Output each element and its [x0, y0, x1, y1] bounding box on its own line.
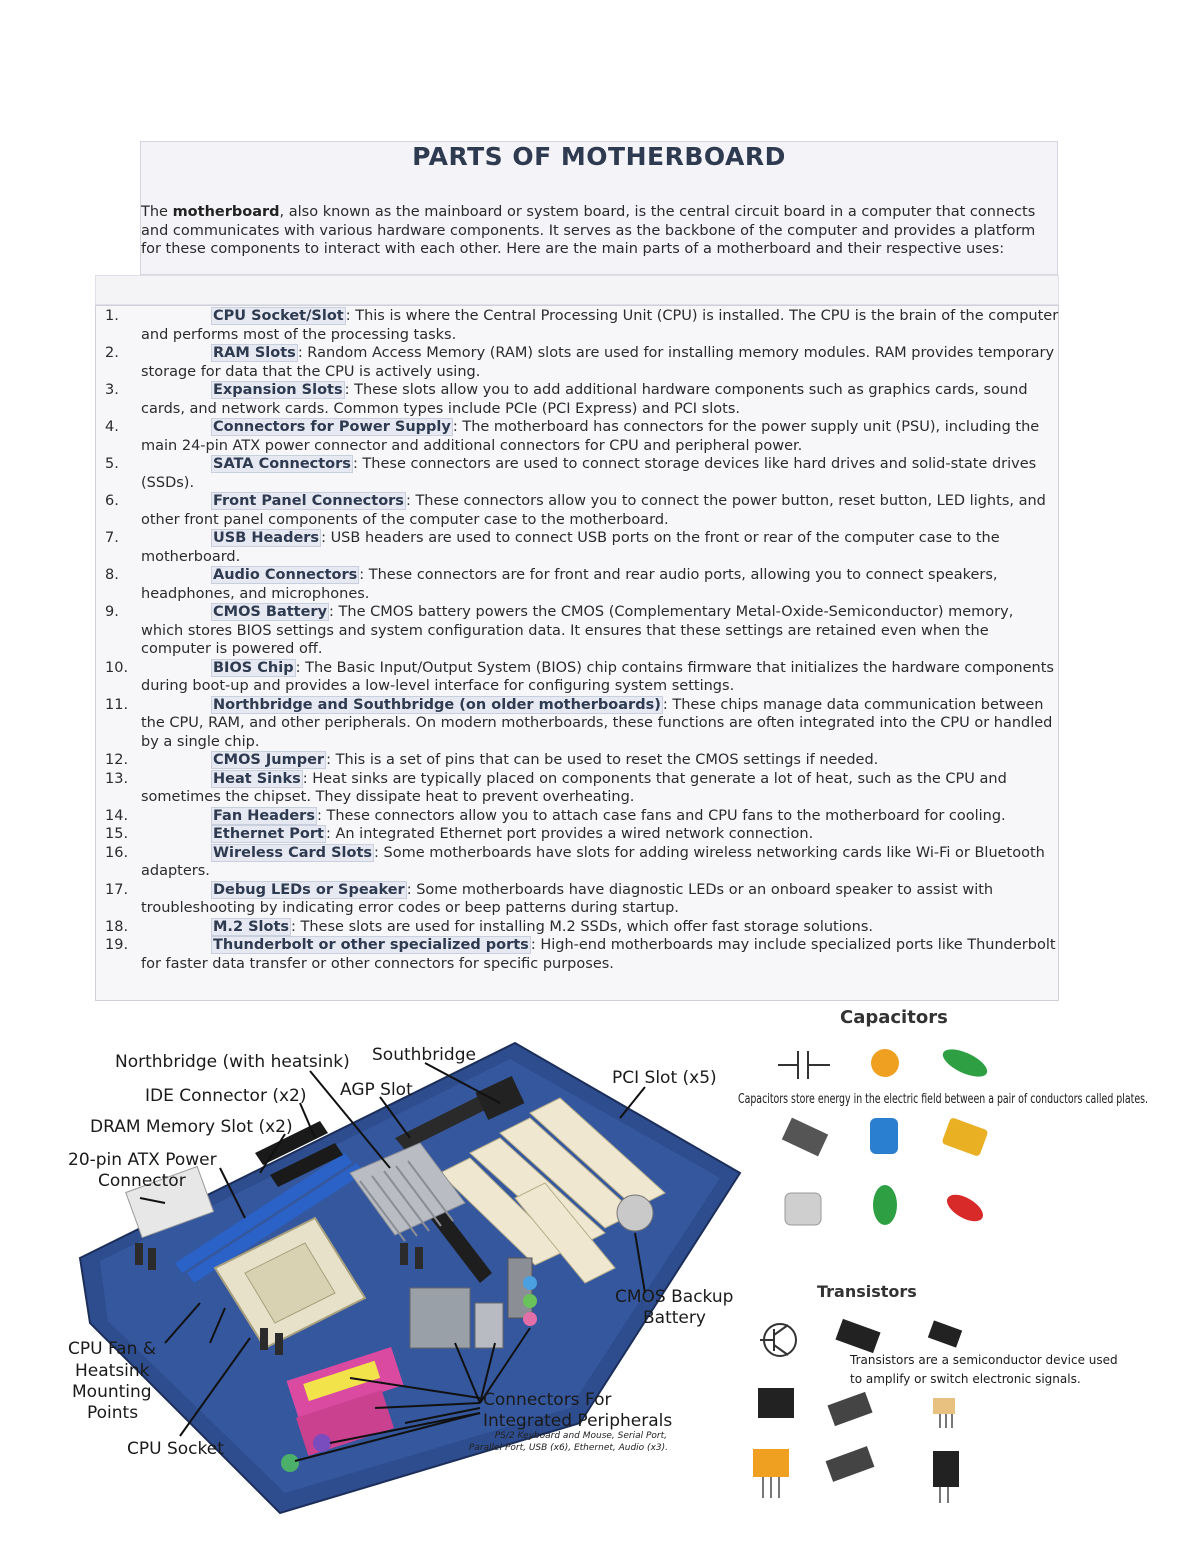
list-item-description: : These connectors are used to connect storage devices like hard drives and solid-state drives (SSDs). [141, 456, 1037, 491]
list-item-text [141, 603, 1059, 659]
smd-transistor-icon [835, 1319, 880, 1353]
smd-capacitor-icon [782, 1118, 828, 1157]
list-item-description: : These connectors are for front and rear audio ports, allowing you to connect speakers, headphones, and microphones. [141, 567, 998, 602]
list-item [95, 936, 1059, 973]
orange-transistor-icon [753, 1449, 789, 1477]
transistors-caption-2: to amplify or switch electronic signals. [850, 1372, 1081, 1386]
list-item [95, 381, 1059, 418]
list-item-number: 3. [105, 382, 119, 398]
list-item-description: : The CMOS battery powers the CMOS (Complementary Metal-Oxide-Semiconductor) memory, which stores BIOS settings and system configuration data. It ensures that these settings are retained even when the computer is powered off. [141, 604, 1014, 657]
list-item-description: : High-end motherboards may include specialized ports like Thunderbolt for faster data transfer or other connectors for specific purposes. [141, 937, 1056, 972]
label-fan-4: Points [87, 1403, 139, 1423]
label-atx-2: Connector [98, 1171, 186, 1191]
list-item-text [141, 307, 1059, 344]
list-item-term: SATA Connectors [213, 456, 351, 472]
list-item-description: : An integrated Ethernet port provides a wired network connection. [325, 826, 814, 842]
list-item [95, 529, 1059, 566]
label-connectors-note-1: PS/2 Keyboard and Mouse, Serial Port, [494, 1431, 667, 1441]
list-item-number: 19. [105, 937, 129, 953]
list-item-term: Fan Headers [213, 807, 315, 824]
dipped-capacitor-icon [873, 1185, 897, 1225]
intro-text: , also known as the mainboard or system board, is the central circuit board in a computer that connects and communicates with various hardware components. It serves as the backbone of the computer and provides a platform for these components to interact with each other. Here are the main parts of a motherboard and their respective uses: [141, 204, 1036, 257]
intro-bold-term: motherboard [172, 204, 280, 220]
label-cmos-2: Battery [643, 1308, 706, 1328]
list-item-description: : The Basic Input/Output System (BIOS) chip contains firmware that initializes the hardware components during boot-up and provides a low-level interface for configuring system settings. [141, 659, 1054, 694]
list-item-description: : The motherboard has connectors for the power supply unit (PSU), including the main 24-pin ATX power connector and additional connectors for CPU and peripheral power. [141, 419, 1040, 454]
label-northbridge: Northbridge (with heatsink) [115, 1052, 350, 1072]
capacitors-title: Capacitors [840, 1007, 948, 1028]
transistor-symbol-icon [760, 1324, 796, 1356]
capacitors-caption: Capacitors store energy in the electric field between a pair of conductors called plates. [738, 1092, 1148, 1107]
list-item [95, 807, 1059, 826]
sot-transistor-icon [928, 1320, 962, 1347]
intro-prefix: The [141, 204, 173, 220]
list-item-term: Thunderbolt or other specialized ports [213, 937, 529, 953]
list-item [95, 492, 1059, 529]
transistors-panel [753, 1282, 1118, 1503]
list-item [95, 659, 1059, 696]
spacer-panel [95, 275, 1059, 305]
list-item [95, 307, 1059, 344]
list-item-text [141, 492, 1059, 529]
capacitor-symbol-icon [778, 1051, 830, 1079]
black-transistor-icon [933, 1451, 959, 1487]
label-connectors-note-2: Parallel Port, USB (x6), Ethernet, Audio (x3). [468, 1443, 668, 1453]
list-item-number: 7. [105, 530, 119, 546]
list-item-text [141, 751, 1059, 770]
list-item-text [141, 696, 1059, 752]
list-item-text [141, 881, 1059, 918]
label-cmos-1: CMOS Backup [615, 1287, 734, 1307]
list-item-text [141, 807, 1059, 826]
list-item-description: : These connectors allow you to attach case fans and CPU fans to the motherboard for cooling. [316, 807, 1006, 824]
list-item-term: Front Panel Connectors [213, 493, 404, 509]
list-item [95, 918, 1059, 937]
list-item-text [141, 844, 1059, 881]
ceramic-capacitor-icon [871, 1049, 899, 1077]
list-item-number: 6. [105, 493, 119, 509]
list-item-term: M.2 Slots [213, 918, 290, 935]
page-title: PARTS OF MOTHERBOARD [412, 142, 786, 171]
can-capacitor-icon [785, 1193, 821, 1225]
list-item-term: USB Headers [213, 530, 320, 546]
list-item-description: : Random Access Memory (RAM) slots are used for installing memory modules. RAM provides temporary storage for data that the CPU is actively using. [141, 345, 1055, 380]
list-item-term: BIOS Chip [213, 659, 294, 676]
list-item-description: : Some motherboards have diagnostic LEDs or an onboard speaker to assist with troubleshooting by indicating error codes or beep patterns during startup. [141, 881, 994, 916]
intro-paragraph [141, 203, 1059, 259]
list-item-text [141, 659, 1059, 696]
list-item-term: Debug LEDs or Speaker [213, 881, 405, 898]
label-southbridge: Southbridge [372, 1045, 476, 1065]
list-item-number: 8. [105, 567, 119, 583]
list-item-number: 15. [105, 826, 129, 842]
list-item-term: CPU Socket/Slot [213, 308, 344, 324]
list-item-text [141, 566, 1059, 603]
figures-area [60, 1003, 1160, 1548]
list-item-number: 11. [105, 696, 129, 713]
list-item [95, 751, 1059, 770]
film-capacitor-icon [939, 1044, 991, 1082]
list-item-number: 18. [105, 918, 129, 935]
list-item-number: 2. [105, 345, 119, 361]
list-item [95, 603, 1059, 659]
list-item [95, 696, 1059, 752]
label-atx-1: 20-pin ATX Power [68, 1150, 217, 1170]
list-item-number: 17. [105, 881, 129, 898]
list-item-text [141, 455, 1059, 492]
list-item-number: 12. [105, 752, 129, 768]
to92-transistor-icon [933, 1398, 955, 1414]
list-item-description: : These chips manage data communication between the CPU, RAM, and other peripherals. On modern motherboards, these functions are often integrated into the CPU or handled by a single chip. [141, 696, 1053, 750]
label-fan-3: Mounting [72, 1382, 152, 1402]
capacitors-panel [738, 1007, 1148, 1227]
list-item-term: CMOS Jumper [213, 752, 325, 768]
list-item-number: 5. [105, 456, 119, 472]
list-item-number: 10. [105, 659, 129, 676]
transistors-caption-1: Transistors are a semiconductor device used [850, 1353, 1118, 1367]
list-item-text [141, 381, 1059, 418]
list-item-description: : These slots are used for installing M.2 SSDs, which offer fast storage solutions. [291, 918, 873, 935]
list-item-number: 13. [105, 770, 129, 787]
dpak-transistor-icon [758, 1388, 794, 1418]
label-cpu-socket: CPU Socket [127, 1439, 224, 1459]
list-item-description: : This is where the Central Processing Unit (CPU) is installed. The CPU is the brain of the computer and performs most of the processing tasks. [141, 308, 1059, 343]
list-item-number: 16. [105, 844, 129, 861]
list-item-description: : These slots allow you to add additional hardware components such as graphics cards, sound cards, and network cards. Common types include PCIe (PCI Express) and PCI slots. [141, 382, 1028, 417]
list-item-text [141, 529, 1059, 566]
parts-list [95, 307, 1059, 973]
list-item [95, 455, 1059, 492]
list-item [95, 566, 1059, 603]
label-ide: IDE Connector (x2) [145, 1086, 307, 1106]
label-fan-1: CPU Fan & [68, 1339, 157, 1359]
tantalum-capacitor-icon [941, 1117, 988, 1157]
list-item-number: 1. [105, 308, 119, 324]
list-item-text [141, 344, 1059, 381]
label-pci: PCI Slot (x5) [612, 1068, 717, 1088]
to220-transistor-icon [827, 1392, 872, 1426]
list-item [95, 881, 1059, 918]
list-item-term: Wireless Card Slots [213, 844, 373, 861]
list-item [95, 418, 1059, 455]
list-item-term: Heat Sinks [213, 770, 301, 787]
list-item-number: 4. [105, 419, 119, 435]
electrolytic-capacitor-icon [870, 1118, 898, 1154]
list-item-text [141, 936, 1059, 973]
list-item-term: RAM Slots [213, 345, 296, 361]
axial-capacitor-icon [943, 1189, 988, 1226]
motherboard-figure [60, 1003, 1160, 1548]
list-item-term: Northbridge and Southbridge (on older motherboards) [213, 696, 661, 713]
list-item-text [141, 825, 1059, 844]
list-item-term: CMOS Battery [213, 604, 328, 620]
label-fan-2: Heatsink [75, 1361, 150, 1381]
list-item-term: Audio Connectors [213, 567, 358, 583]
label-agp: AGP Slot [340, 1080, 413, 1100]
list-item-term: Expansion Slots [213, 382, 343, 398]
list-item-description: : Heat sinks are typically placed on components that generate a lot of heat, such as the CPU and sometimes the chipset. They dissipate heat to prevent overheating. [141, 770, 1007, 805]
list-item-description: : This is a set of pins that can be used to reset the CMOS settings if needed. [326, 752, 879, 768]
label-connectors-2: Integrated Peripherals [483, 1411, 673, 1431]
list-item-text [141, 918, 1059, 937]
transistors-title: Transistors [817, 1282, 917, 1301]
power-transistor-icon [826, 1446, 875, 1482]
list-item-term: Ethernet Port [213, 826, 324, 842]
list-item-description: : Some motherboards have slots for adding wireless networking cards like Wi-Fi or Bluetooth adapters. [141, 844, 1045, 879]
list-item [95, 344, 1059, 381]
list-item-text [141, 418, 1059, 455]
list-item-description: : These connectors allow you to connect the power button, reset button, LED lights, and other front panel components of the computer case to the motherboard. [141, 493, 1046, 528]
list-item-number: 14. [105, 807, 129, 824]
label-dram: DRAM Memory Slot (x2) [90, 1117, 293, 1137]
list-item-text [141, 770, 1059, 807]
list-item-description: : USB headers are used to connect USB ports on the front or rear of the computer case to the motherboard. [141, 530, 1000, 565]
label-connectors-1: Connectors For [483, 1390, 612, 1410]
list-item [95, 844, 1059, 881]
list-item [95, 770, 1059, 807]
list-item-term: Connectors for Power Supply [213, 419, 451, 435]
list-item-number: 9. [105, 604, 119, 620]
list-item [95, 825, 1059, 844]
